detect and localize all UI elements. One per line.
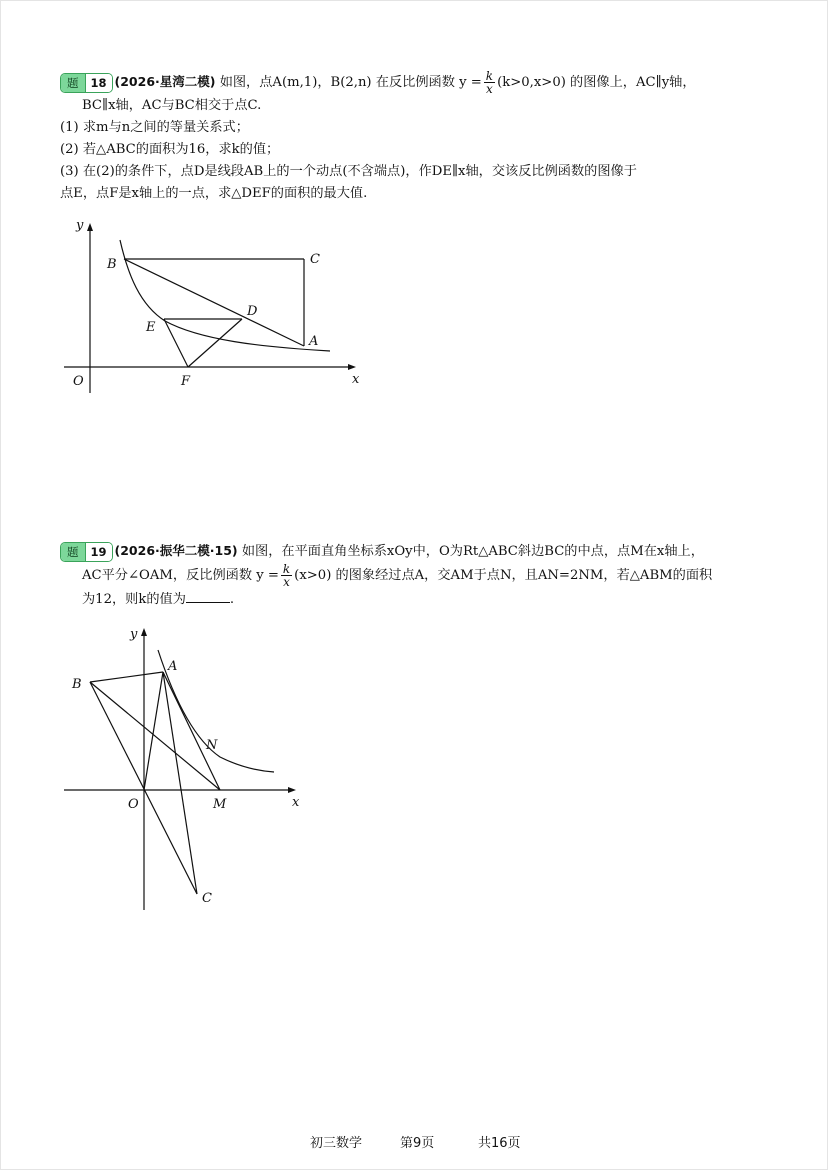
y-axis-arrow: [141, 628, 147, 636]
tag-number: 18: [85, 74, 112, 92]
problem-18-question-3a: (3) 在(2)的条件下，点D是线段AB上的一个动点(不含端点)，作DE∥x轴，交该反比例函数的图像于: [60, 164, 637, 179]
problem-18-question-3b: 点E，点F是x轴上的一点，求△DEF的面积的最大值.: [60, 186, 368, 201]
footer-subject: 初三数学: [310, 1136, 363, 1151]
y-axis-arrow: [87, 223, 93, 231]
label-o: O: [73, 374, 84, 389]
problem-19-tag: [60, 542, 113, 562]
problem-19-stem-c1: 为12，则k的值为: [82, 592, 186, 607]
problem-18: [60, 70, 780, 205]
label-c: C: [202, 891, 212, 906]
label-e: E: [146, 320, 156, 335]
label-m: M: [213, 797, 227, 812]
problem-19-stem-line-3: [60, 588, 780, 611]
fraction-denominator: x: [486, 82, 493, 96]
problem-19-figure: [60, 622, 310, 917]
label-c: C: [310, 252, 320, 267]
fraction-numerator: k: [282, 562, 291, 576]
footer-page-number: 第9页: [400, 1136, 435, 1151]
problem-19-stem-b2: (x>0) 的图象经过点A，交AM于点N，且AN=2NM，若△ABM的面积: [294, 568, 713, 583]
k-over-x-fraction: [281, 563, 292, 588]
problem-18-stem-b: (k>0,x>0) 的图像上，AC∥y轴，: [497, 75, 696, 90]
label-n: N: [206, 738, 218, 753]
problem-19-stem-line-2: [60, 563, 780, 588]
label-x: x: [352, 372, 360, 387]
x-axis-arrow: [288, 787, 296, 793]
fraction-denominator: x: [283, 575, 290, 589]
problem-18-stem-line-1: [60, 70, 780, 95]
segment-bm: [90, 682, 220, 790]
label-y: y: [76, 218, 84, 233]
problem-18-figure: [60, 215, 370, 400]
problem-19-stem-a: 如图，在平面直角坐标系xOy中，O为Rt△ABC斜边BC的中点，点M在x轴上，: [241, 544, 704, 559]
label-a: A: [309, 334, 319, 349]
tag-label: 题: [61, 74, 85, 92]
footer-total-pages: 共16页: [478, 1136, 521, 1151]
problem-18-source: (2026·星湾二模): [114, 74, 216, 89]
problem-18-tag: [60, 73, 113, 93]
problem-18-question-1: (1) 求m与n之间的等量关系式；: [60, 120, 249, 135]
label-a: A: [168, 659, 178, 674]
tag-label: 题: [61, 543, 85, 561]
label-x: x: [292, 795, 300, 810]
label-y: y: [130, 627, 138, 642]
tag-number: 19: [85, 543, 112, 561]
k-over-x-fraction: [484, 70, 495, 95]
label-b: B: [107, 257, 117, 272]
problem-19: [60, 540, 780, 611]
segment-ba: [90, 672, 163, 682]
label-f: F: [181, 374, 191, 389]
problem-18-stem-c: BC∥x轴，AC与BC相交于点C.: [82, 98, 262, 113]
segment-df: [188, 319, 242, 367]
problem-19-stem-b1: AC平分∠OAM，反比例函数 y =: [82, 568, 279, 583]
problem-19-source: (2026·振华二模·15): [114, 543, 238, 558]
label-o: O: [128, 797, 139, 812]
segment-ao: [144, 672, 163, 790]
problem-19-stem-c2: .: [229, 592, 235, 607]
fraction-numerator: k: [485, 69, 494, 83]
problem-19-stem-line-1: [60, 540, 780, 563]
x-axis-arrow: [348, 364, 356, 370]
label-d: D: [247, 304, 258, 319]
problem-18-stem-a: 如图，点A(m,1)，B(2,n) 在反比例函数 y =: [219, 75, 482, 90]
label-b: B: [72, 677, 82, 692]
problem-18-question-2: (2) 若△ABC的面积为16，求k的值；: [60, 142, 280, 157]
answer-blank[interactable]: [186, 588, 230, 603]
